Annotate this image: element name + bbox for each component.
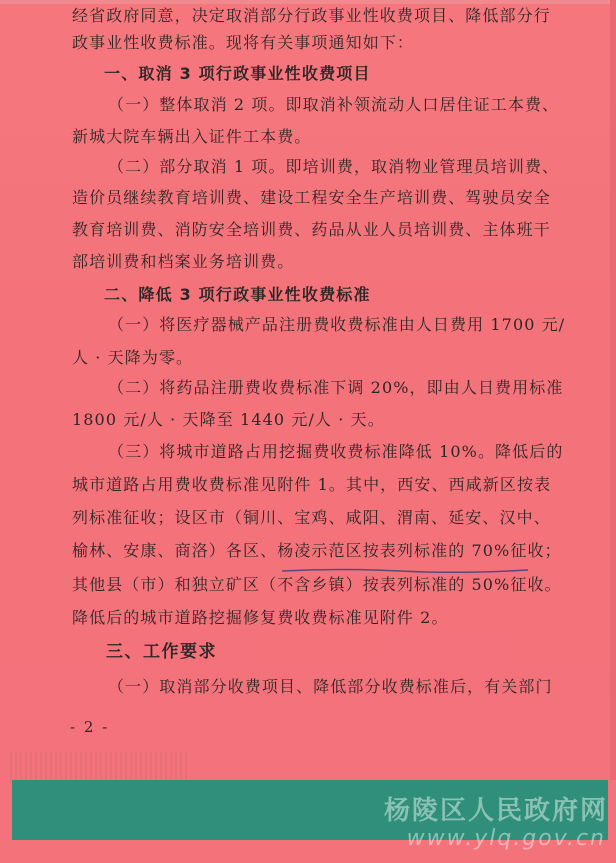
text-line: （二）将药品注册费收费标准下调 20%，即由人日费用标准 [108, 378, 564, 397]
section-heading-3: 三、工作要求 [106, 642, 217, 662]
text-line: （二）部分取消 1 项。即培训费，取消物业管理员培训费、 [108, 157, 560, 176]
text-line: （一）取消部分收费项目、降低部分收费标准后，有关部门 [108, 677, 553, 696]
text-line: 降低后的城市道路挖掘修复费收费标准见附件 2。 [72, 608, 449, 627]
text-line: 经省政府同意，决定取消部分行政事业性收费项目、降低部分行 [72, 6, 551, 25]
text-line: （三）将城市道路占用挖掘费收费标准降低 10%。降低后的 [108, 442, 564, 461]
section-heading-1: 一、取消 3 项行政事业性收费项目 [104, 64, 371, 83]
text-line: 政事业性收费标准。现将有关事项通知如下： [72, 33, 415, 52]
section-heading-2: 二、降低 3 项行政事业性收费标准 [104, 285, 371, 304]
watermark-url: www.ylq.gov.cn [406, 826, 606, 851]
right-edge-shadow [610, 0, 616, 780]
text-line: 1800 元/人 · 天降至 1440 元/人 · 天。 [72, 410, 385, 429]
text-line: 人 · 天降为零。 [72, 348, 194, 367]
text-line: 教育培训费、消防安全培训费、药品从业人员培训费、主体班干 [72, 220, 551, 239]
top-edge [0, 0, 616, 4]
text-line: （一）整体取消 2 项。即取消补领流动人口居住证工本费、 [108, 95, 560, 114]
text-line: 新城大院车辆出入证件工本费。 [72, 127, 312, 146]
text-line: 城市道路占用费收费标准见附件 1。其中，西安、西咸新区按表 [72, 475, 552, 494]
text-line: 造价员继续教育培训费、建设工程安全生产培训费、驾驶员安全 [72, 188, 551, 207]
text-line: （一）将医疗器械产品注册费收费标准由人日费用 1700 元/ [108, 315, 566, 334]
scan-noise [10, 752, 190, 782]
watermark-site-name: 杨陵区人民政府网 [383, 796, 608, 826]
text-line: 榆林、安康、商洛）各区、杨凌示范区按表列标准的 70%征收； [72, 541, 562, 560]
text-line: 部培训费和档案业务培训费。 [72, 252, 295, 271]
text-line: 其他县（市）和独立矿区（不含乡镇）按表列标准的 50%征收。 [72, 575, 562, 594]
text-line: 列标准征收；设区市（铜川、宝鸡、咸阳、渭南、延安、汉中、 [72, 508, 551, 527]
page-number: - 2 - [70, 718, 110, 736]
handwritten-underline [280, 566, 530, 574]
